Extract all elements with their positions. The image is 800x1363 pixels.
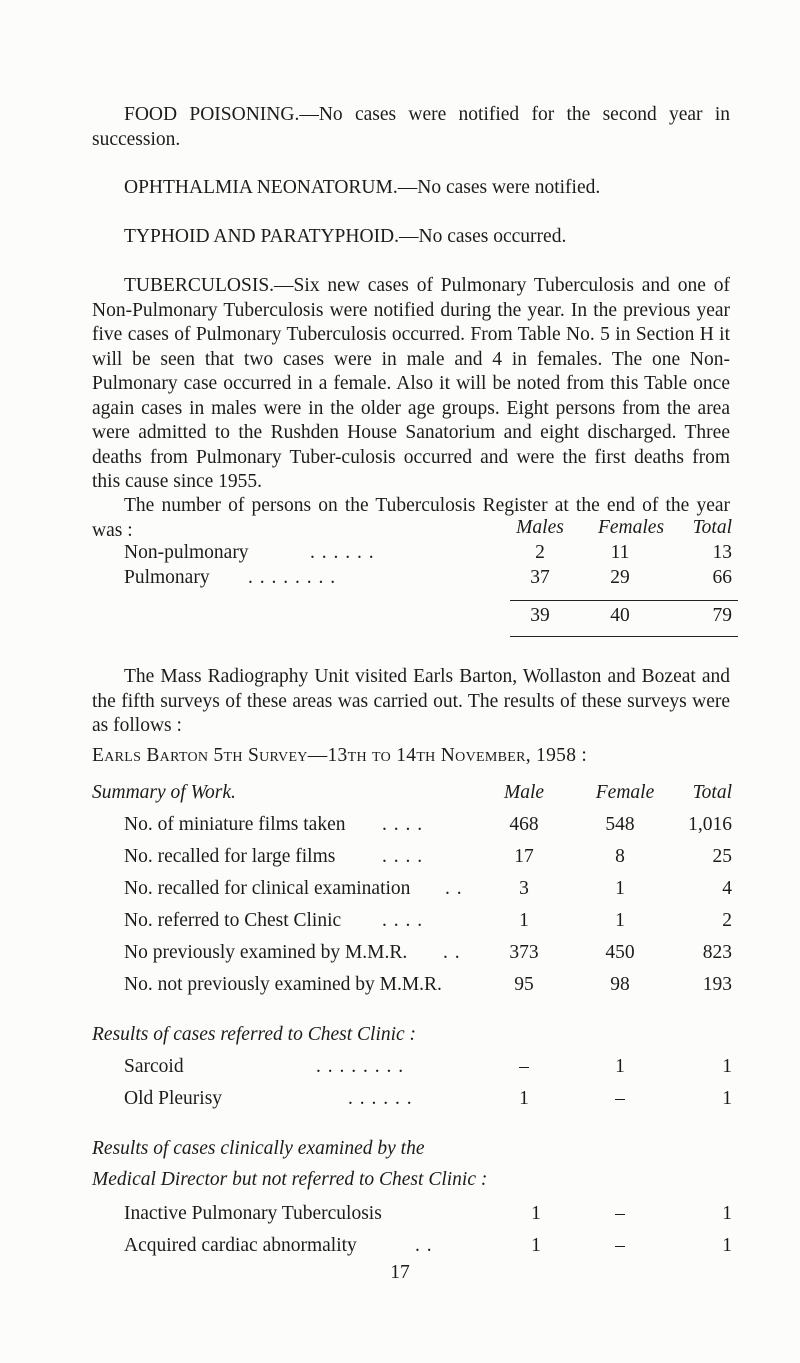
dot-leader: . . . . . . . . (248, 567, 337, 588)
dot-leader: . . . . . . (348, 1088, 413, 1109)
register-intro-paragraph: The number of persons on the Tuberculosis Register at the end of the year was : (92, 495, 730, 541)
referred-female-value: 1 (615, 1056, 625, 1077)
clinical-heading-line2: Medical Director but not referred to Chest Clinic : (92, 1169, 488, 1190)
register-males-value: 2 (535, 542, 545, 563)
survey-header-female: Female (595, 782, 655, 803)
food-poisoning-paragraph: FOOD POISONING.—No cases were notified for the second year in succession. (92, 104, 730, 150)
dot-leader: . . (443, 942, 461, 963)
survey-row-label: No previously examined by M.M.R. (124, 942, 408, 963)
survey-female-value: 98 (610, 974, 630, 995)
survey-male-value: 95 (514, 974, 534, 995)
survey-female-value: 450 (605, 942, 635, 963)
survey-total-value: 193 (702, 974, 732, 995)
survey-row-label: No. of miniature films taken (124, 814, 346, 835)
survey-heading: Earls Barton 5th Survey—13th to 14th November, 1958 : (92, 745, 588, 766)
clinical-row-label: Acquired cardiac abnormality (124, 1235, 357, 1256)
tuberculosis-paragraph: TUBERCULOSIS.—Six new cases of Pulmonary Tuberculosis and one of Non-Pulmonary Tuberculosis were notified during the year. In the previous year five cases of Pulmonary Tuberculosis occurred. From Table No. 5 in Section H it will be seen that two cases were in male and 4 in females. The one Non-Pulmonary case occurred in a female. Also it will be noted from this Table once again cases in males were in the older age groups. Eight persons from the area were admitted to the Rushden House Sanatorium and eight discharged. Three deaths from Pulmonary Tuber-culosis occurred and were the first deaths from this cause since 1955. (92, 275, 730, 492)
survey-male-value: 373 (509, 942, 539, 963)
ophthalmia-paragraph: OPHTHALMIA NEONATORUM.—No cases were notified. (124, 177, 601, 198)
summary-of-work-label: Summary of Work. (92, 782, 236, 803)
register-females-value: 11 (610, 542, 630, 563)
survey-row-label: No. referred to Chest Clinic (124, 910, 342, 931)
register-header-males: Males (516, 517, 564, 538)
survey-male-value: 3 (519, 878, 529, 899)
survey-total-value: 25 (712, 846, 732, 867)
dot-leader: . . . . (382, 910, 424, 931)
survey-row-label: No. recalled for large films (124, 846, 336, 867)
survey-male-value: 17 (514, 846, 534, 867)
survey-female-value: 548 (605, 814, 635, 835)
page-number: 17 (390, 1262, 410, 1283)
referred-total-value: 1 (722, 1088, 732, 1109)
survey-male-value: 468 (509, 814, 539, 835)
clinical-total-value: 1 (722, 1203, 732, 1224)
register-row-label: Pulmonary (124, 567, 210, 588)
register-total-value: 66 (712, 567, 732, 588)
survey-header-total: Total (692, 782, 732, 803)
survey-header-male: Male (503, 782, 545, 803)
referred-heading: Results of cases referred to Chest Clinic : (92, 1024, 417, 1045)
rule-below-total (510, 636, 738, 637)
survey-row-label: No. recalled for clinical examination (124, 878, 411, 899)
referred-male-value: 1 (519, 1088, 529, 1109)
referred-male-value: – (519, 1056, 529, 1077)
dot-leader: . . . . (382, 814, 424, 835)
register-total-males: 39 (530, 605, 550, 626)
dot-leader: . . (415, 1235, 433, 1256)
survey-female-value: 1 (615, 878, 625, 899)
clinical-male-value: 1 (531, 1235, 541, 1256)
rule-above-total (510, 600, 738, 601)
survey-total-value: 1,016 (688, 814, 732, 835)
mass-radiography-paragraph: The Mass Radiography Unit visited Earls Barton, Wollaston and Bozeat and the fifth surveys of these areas was carried out. The results of these surveys were as follows : (92, 666, 730, 736)
register-row-label: Non-pulmonary (124, 542, 249, 563)
survey-row-label: No. not previously examined by M.M.R. (124, 974, 442, 995)
typhoid-paragraph: TYPHOID AND PARATYPHOID.—No cases occurred. (124, 226, 567, 247)
register-total-total: 79 (712, 605, 732, 626)
clinical-row-label: Inactive Pulmonary Tuberculosis (124, 1203, 382, 1224)
referred-total-value: 1 (722, 1056, 732, 1077)
clinical-female-value: – (615, 1235, 625, 1256)
dot-leader: . . . . . . (310, 542, 375, 563)
survey-female-value: 8 (615, 846, 625, 867)
register-header-females: Females (597, 517, 665, 538)
dot-leader: . . . . (382, 846, 424, 867)
register-header-total: Total (692, 517, 732, 538)
register-males-value: 37 (530, 567, 550, 588)
survey-total-value: 2 (722, 910, 732, 931)
clinical-male-value: 1 (531, 1203, 541, 1224)
register-total-females: 40 (610, 605, 630, 626)
register-females-value: 29 (610, 567, 630, 588)
dot-leader: . . . . . . . . (316, 1056, 405, 1077)
referred-row-label: Old Pleurisy (124, 1088, 223, 1109)
survey-male-value: 1 (519, 910, 529, 931)
survey-total-value: 4 (722, 878, 732, 899)
register-total-value: 13 (712, 542, 732, 563)
clinical-heading-line1: Results of cases clinically examined by the (92, 1138, 425, 1159)
dot-leader: . . (445, 878, 463, 899)
clinical-female-value: – (615, 1203, 625, 1224)
referred-row-label: Sarcoid (124, 1056, 184, 1077)
referred-female-value: – (615, 1088, 625, 1109)
survey-female-value: 1 (615, 910, 625, 931)
clinical-total-value: 1 (722, 1235, 732, 1256)
survey-total-value: 823 (702, 942, 732, 963)
